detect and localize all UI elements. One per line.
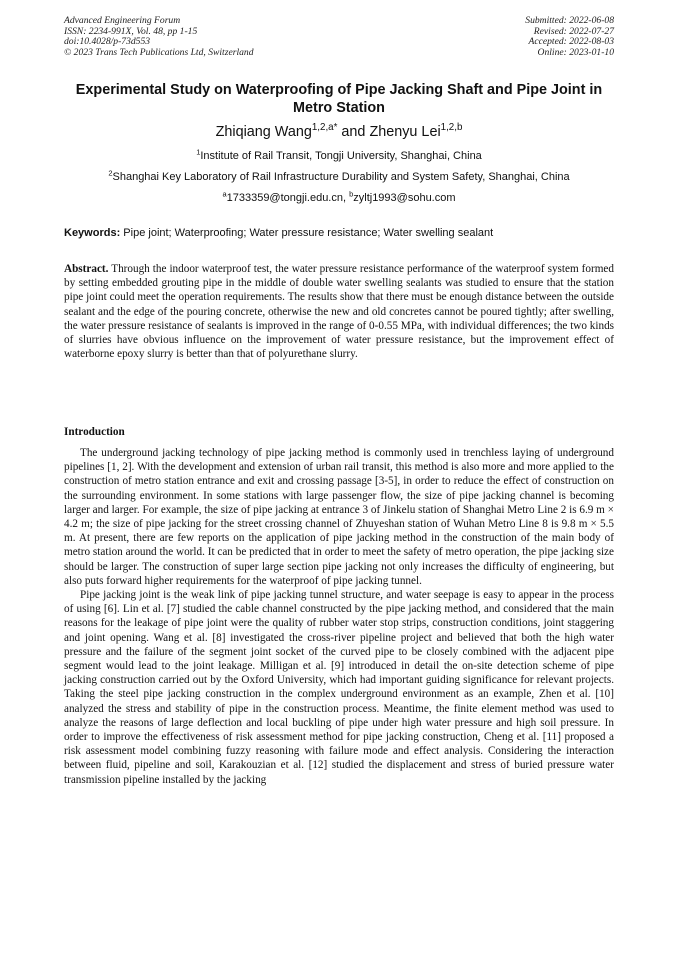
affiliation-1 — [64, 147, 614, 163]
author-conjunction: and — [337, 124, 370, 140]
affiliation-2 — [64, 168, 614, 184]
paragraph: The underground jacking technology of pipe jacking method is commonly used in trenchless laying of underground pipelines [1, 2]. With the development and extension of urban rail transit, this method is also more and more applied to the construction of metro station entrance and exit and crossing passage [3-5], in order to reduce the effect of construction on the surrounding environment. In some stations with large passenger flow, the size of pipe jacking channel is becoming larger and larger. For example, the size of pipe jacking at entrance 3 of Jinkelu station of Shanghai Metro Line 2 is 6.9 m × 4.2 m; the size of pipe jacking for the street crossing channel of Zhuyeshan station of Wuhan Metro Line 8 is 9.8 m × 5.5 m. At present, there are few reports on the application of pipe jacking method in the construction of the main body of metro station around the world. It can be predicted that in order to meet the safety of metro operation, the pipe jacking size should be larger. The construction of super large section pipe jacking not only increases the difficulty of engineering, but also puts forward higher requirements for the waterproof of pipe jacking tunnel. — [64, 447, 614, 587]
abstract-text: Through the indoor waterproof test, the water pressure resistance performance of the waterproof system formed by setting embedded grouting pipe in the middle of double water swelling sealants was studied to ensure that the station pipe joint could meet the operation requirements. The results show that there must be enough distance between the outside sealant and the edge of the pouring concrete, otherwise the new and old concretes cannot be poured tightly; after swelling, the water pressure resistance of sealants is improved in the range of 0-0.55 MPa, with individual differences; the two kinds of slurries have obvious influence on the improvement of water pressure resistance, but the improvement effect of waterborne epoxy slurry is better than that of polyurethane slurry. — [64, 263, 615, 361]
author-name: Zhenyu Lei — [369, 124, 441, 140]
abstract — [64, 262, 614, 361]
author-affiliation-marker: 1,2,b — [440, 122, 463, 134]
journal-header-left — [64, 16, 254, 58]
affiliation-marker: 1 — [196, 147, 201, 157]
submitted-date: Submitted: 2022-06-08 — [525, 15, 614, 26]
keywords-label: Keywords: — [64, 227, 121, 239]
email-link: zyltj1993@sohu.com — [353, 192, 456, 204]
journal-issn: ISSN: 2234-991X, Vol. 48, pp 1-15 — [64, 25, 198, 37]
section-heading-introduction: Introduction — [64, 426, 125, 438]
email-link: 1733359@tongji.edu.cn, — [226, 192, 350, 204]
revised-date: Revised: 2022-07-27 — [533, 25, 614, 37]
affiliation-text: Institute of Rail Transit, Tongji University, Shanghai, China — [200, 150, 482, 162]
email-marker: b — [349, 189, 354, 199]
author-emails — [64, 189, 614, 205]
journal-copyright: © 2023 Trans Tech Publications Ltd, Switzerland — [64, 46, 254, 58]
keywords-text: Pipe joint; Waterproofing; Water pressure resistance; Water swelling sealant — [120, 227, 494, 239]
online-date: Online: 2023-01-10 — [537, 46, 614, 58]
introduction-body — [64, 446, 614, 787]
affiliation-marker: 2 — [108, 168, 113, 178]
journal-header-right — [525, 16, 614, 58]
author-affiliation-marker: 1,2,a* — [311, 122, 338, 134]
paragraph: Pipe jacking joint is the weak link of pipe jacking tunnel structure, and water seepage is easy to appear in the process of using [6]. Lin et al. [7] studied the cable channel constructed by the pipe jacking method, and considered that the main reasons for the leakage of pipe joint were the quality of rubber water stop strips, construction conditions, joint staggering and joint opening. Wang et al. [8] investigated the cross-river pipeline project and believed that both the high water pressure and the failure of the segment joint socket of the curved pipe to be closely combined with the adjacent pipe segment would lead to the joint leakage. Milligan et al. [9] introduced in detail the on-site detection scheme of pipe jacking construction carried out by the Oxford University, which had important guiding significance for relevant projects. Taking the steel pipe jacking construction in the complex underground environment as an example, Zhen et al. [10] analyzed the stress and stability of pipe in the construction process. Meantime, the finite element method was used to analyze the reasons of large deflection and local buckling of pipe under high water pressure and high soil pressure. In order to improve the effectiveness of risk assessment method for pipe jacking construction, Cheng et al. [11] proposed a risk assessment model combining fuzzy reasoning with failure mode and effect analysis. Considering the interaction between fluid, pipeline and soil, Karakouzian et al. [12] studied the displacement and stress of buried pressure water transmission pipeline installed by the jacking — [64, 589, 614, 786]
keywords — [64, 227, 614, 240]
accepted-date: Accepted: 2022-08-03 — [528, 36, 614, 48]
affiliation-text: Shanghai Key Laboratory of Rail Infrastructure Durability and System Safety, Shanghai, China — [112, 171, 570, 183]
author-line — [64, 123, 614, 141]
email-marker: a — [222, 189, 227, 199]
journal-doi: doi:10.4028/p-73d553 — [64, 36, 151, 48]
journal-name: Advanced Engineering Forum — [64, 15, 181, 26]
abstract-label: Abstract. — [64, 263, 109, 275]
author-name: Zhiqiang Wang — [215, 124, 312, 140]
paper-title: Experimental Study on Waterproofing of Pipe Jacking Shaft and Pipe Joint in Metro Station — [75, 82, 603, 116]
